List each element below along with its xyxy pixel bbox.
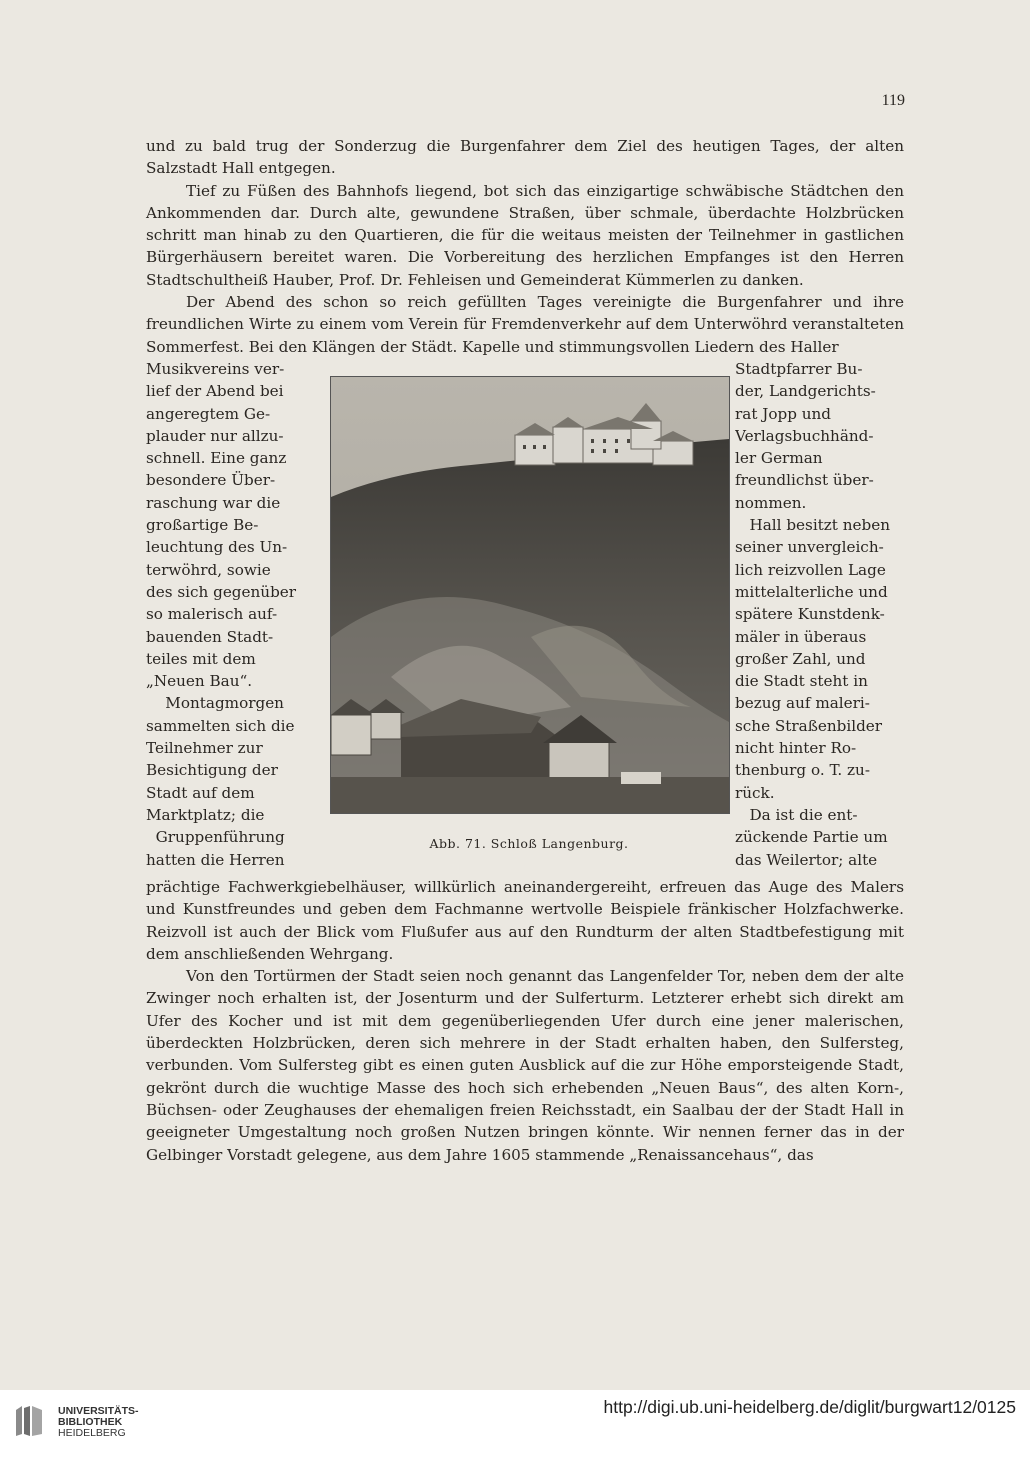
column-line: leuchtung des Un- bbox=[146, 538, 288, 557]
column-line: mittelalterliche und bbox=[735, 582, 888, 601]
column-line: spätere Kunstdenk- bbox=[735, 605, 885, 624]
column-line: bezug auf maleri- bbox=[735, 694, 870, 713]
logo-line: UNIVERSITÄTS- bbox=[58, 1405, 139, 1417]
photo-caption: Abb. 71. Schloß Langenburg. bbox=[429, 836, 629, 851]
column-line: thenburg o. T. zu- bbox=[735, 761, 870, 780]
bottom-text-block bbox=[146, 876, 904, 1166]
column-line: plauder nur allzu- bbox=[146, 426, 284, 445]
paragraph: und zu bald trug der Sonderzug die Burgenfahrer dem Ziel des heutigen Tages, der alten Salzstadt Hall entgegen. bbox=[146, 137, 904, 178]
castle-photograph bbox=[330, 376, 730, 814]
column-line: Gruppenführung bbox=[146, 828, 285, 847]
column-line: seiner unvergleich- bbox=[735, 538, 884, 557]
source-url-link[interactable]: http://digi.ub.uni-heidelberg.de/diglit/burgwart12/0125 bbox=[603, 1397, 1016, 1417]
column-line: Teilnehmer zur bbox=[146, 739, 263, 758]
column-line: teiles mit dem bbox=[146, 649, 256, 668]
column-line: Montagmorgen bbox=[146, 694, 284, 713]
column-line: rat Jopp und bbox=[735, 404, 832, 423]
column-line: raschung war die bbox=[146, 493, 281, 512]
column-line: angeregtem Ge- bbox=[146, 404, 271, 423]
paragraph: Von den Tortürmen der Stadt seien noch genannt das Langenfelder Tor, neben dem der alte Zwinger noch erhalten ist, der Josenturm und der Sulferturm. Letzterer erhebt sich direkt am Ufer des Kocher und ist mit dem gegenüberliegenden Ufer durch eine jener malerischen, überdeckten Holzbrücken, deren sich mehrere in der Stadt erhalten haben, den Sulfersteg, verbunden. Vom Sulfersteg gibt es einen guten Ausblick auf die zur Höhe emporsteigende Stadt, gekrönt durch die wuchtige Masse des hoch sich erhebenden „Neuen Baus“, des alten Korn-, Büchsen- oder Zeughauses der ehemaligen freien Reichsstadt, ein Saalbau der der Stadt Hall in geeigneter Umgestaltung noch großen Nutzen bringen könnte. Wir nennen ferner das in der Gelbinger Vorstadt gelegene, aus dem Jahre 1605 stammende „Renaissancehaus“, das bbox=[146, 967, 904, 1164]
top-text-block bbox=[146, 135, 904, 358]
column-line: Musikvereins ver- bbox=[146, 360, 285, 378]
column-line: schnell. Eine ganz bbox=[146, 449, 287, 468]
column-line: freundlichst über- bbox=[735, 471, 874, 490]
university-library-logo-icon bbox=[12, 1404, 46, 1438]
page-number: 119 bbox=[881, 92, 905, 109]
left-text-column bbox=[146, 358, 306, 871]
column-line: Verlagsbuchhänd- bbox=[735, 426, 874, 445]
paragraph: Der Abend des schon so reich gefüllten Tages vereinigte die Burgenfahrer und ihre freundlichen Wirte zu einem vom Verein für Fremdenverkehr auf dem Unterwöhrd veranstalteten Sommerfest. Bei den Klängen der Städt. Kapelle und stimmungsvollen Liedern des Haller bbox=[146, 293, 904, 356]
column-line: besondere Über- bbox=[146, 471, 276, 490]
column-line: sche Straßenbilder bbox=[735, 716, 883, 735]
column-line: bauenden Stadt- bbox=[146, 627, 274, 646]
column-line: Besichtigung der bbox=[146, 761, 278, 780]
column-line: das Weilertor; alte bbox=[735, 850, 878, 869]
logo-line: HEIDELBERG bbox=[58, 1427, 126, 1439]
column-line: sammelten sich die bbox=[146, 716, 295, 735]
logo-line: BIBLIOTHEK bbox=[58, 1416, 123, 1428]
right-text-column bbox=[735, 358, 905, 871]
column-line: nicht hinter Ro- bbox=[735, 739, 857, 758]
column-line: Marktplatz; die bbox=[146, 805, 265, 824]
column-line: Stadt auf dem bbox=[146, 783, 255, 802]
column-line: so malerisch auf- bbox=[146, 605, 278, 624]
column-line: lich reizvollen Lage bbox=[735, 560, 886, 579]
column-line: großer Zahl, und bbox=[735, 649, 866, 668]
column-line: Hall besitzt neben bbox=[735, 516, 890, 535]
column-line: terwöhrd, sowie bbox=[146, 560, 271, 579]
paragraph: Tief zu Füßen des Bahnhofs liegend, bot sich das einzigartige schwäbische Städtchen den Ankommenden dar. Durch alte, gewundene Straßen, über schmale, überdachte Holzbrücken schritt man hinab zu den Quartieren, die für die weitaus meisten der Teilnehmer in gastlichen Bürgerhäusern bereitet waren. Die Vorbereitung des herzlichen Empfanges ist den Herren Stadtschultheiß Hauber, Prof. Dr. Fehleisen und Gemeinderat Kümmerlen zu danken. bbox=[146, 181, 904, 289]
column-line: der, Landgerichts- bbox=[735, 382, 876, 401]
column-line: Da ist die ent- bbox=[735, 805, 858, 824]
column-line: ler German bbox=[735, 449, 823, 468]
column-line: hatten die Herren bbox=[146, 850, 285, 869]
column-line: Stadtpfarrer Bu- bbox=[735, 360, 863, 378]
column-line: die Stadt steht in bbox=[735, 672, 868, 691]
column-line: „Neuen Bau“. bbox=[146, 672, 253, 691]
column-line: mäler in überaus bbox=[735, 627, 867, 646]
column-line: nommen. bbox=[735, 493, 807, 512]
column-line: lief der Abend bei bbox=[146, 382, 284, 401]
column-line: rück. bbox=[735, 783, 775, 802]
column-line: großartige Be- bbox=[146, 516, 259, 535]
library-logo-text bbox=[58, 1406, 139, 1439]
column-line: des sich gegenüber bbox=[146, 582, 297, 601]
column-line: zückende Partie um bbox=[735, 828, 888, 847]
paragraph: prächtige Fachwerkgiebelhäuser, willkürlich aneinandergereiht, erfreuen das Auge des Malers und Kunstfreundes und geben dem Fachmanne wertvolle Beispiele fränkischer Holzfachwerke. Reizvoll ist auch der Blick vom Flußufer aus auf den Rundturm der alten Stadtbefestigung mit dem anschließenden Wehrgang. bbox=[146, 878, 904, 963]
